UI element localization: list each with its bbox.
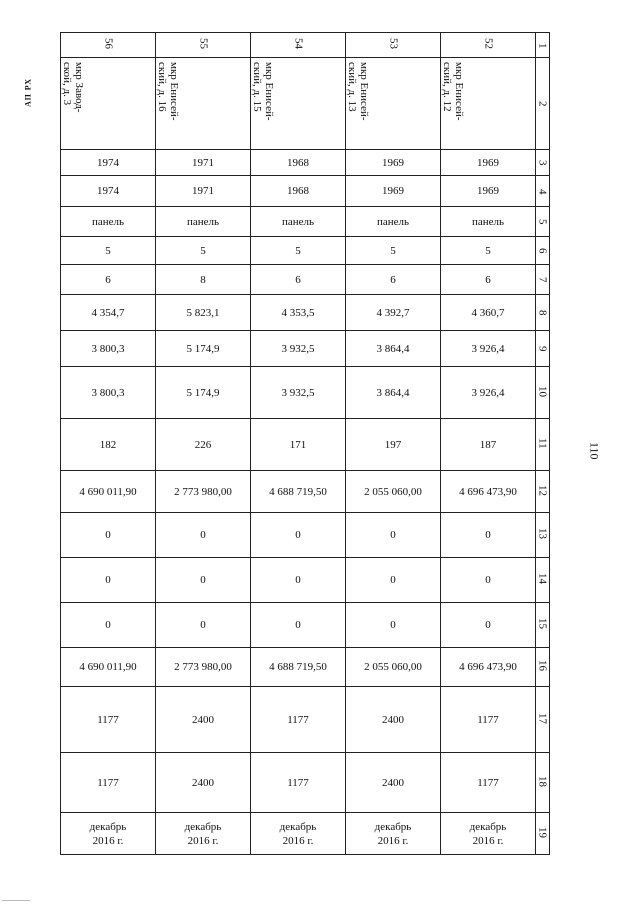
record-2-c17: 1177 [251,687,346,753]
record-2-c10: 3 932,5 [251,367,346,419]
record-4-c7: 6 [441,265,536,295]
record-1-c15: 0 [156,603,251,648]
record-1-c19: декабрь 2016 г. [156,813,251,855]
column-index: 14 [536,558,550,603]
record-2-c4: 1968 [251,176,346,207]
record-1-c8: 5 823,1 [156,295,251,331]
record-1-c18: 2400 [156,753,251,813]
record-2-c19: декабрь 2016 г. [251,813,346,855]
record-2-address: мкр Енисей- ский, д. 15 [251,58,346,150]
record-0-c15: 0 [61,603,156,648]
record-0-c16: 4 690 011,90 [61,648,156,687]
record-3-c14: 0 [346,558,441,603]
record-0-c10: 3 800,3 [61,367,156,419]
record-1-c11: 226 [156,419,251,471]
record-2-c15: 0 [251,603,346,648]
record-0-c12: 4 690 011,90 [61,471,156,513]
column-index: 1 [536,33,550,58]
record-2-c12: 4 688 719,50 [251,471,346,513]
record-0-c19: декабрь 2016 г. [61,813,156,855]
record-0-c8: 4 354,7 [61,295,156,331]
record-4-c4: 1969 [441,176,536,207]
column-index: 8 [536,295,550,331]
column-index: 7 [536,265,550,295]
column-index: 3 [536,150,550,176]
record-2-num: 54 [251,33,346,58]
record-1-c5: панель [156,207,251,237]
record-3-c13: 0 [346,513,441,558]
record-2-c3: 1968 [251,150,346,176]
record-4-c3: 1969 [441,150,536,176]
row-19 [61,813,550,855]
row-16 [61,648,550,687]
record-2-c6: 5 [251,237,346,265]
row-7 [61,265,550,295]
column-index: 13 [536,513,550,558]
record-0-address: мкр Завод- ской, д. 3 [61,58,156,150]
record-1-c9: 5 174,9 [156,331,251,367]
record-1-num: 55 [156,33,251,58]
record-4-num: 52 [441,33,536,58]
row-9 [61,331,550,367]
record-2-c18: 1177 [251,753,346,813]
page-edge-rule [2,900,30,901]
record-4-c13: 0 [441,513,536,558]
column-index: 9 [536,331,550,367]
column-index: 16 [536,648,550,687]
column-index: 17 [536,687,550,753]
record-3-c5: панель [346,207,441,237]
row-4 [61,176,550,207]
record-0-num: 56 [61,33,156,58]
record-4-c18: 1177 [441,753,536,813]
row-10 [61,367,550,419]
record-2-c11: 171 [251,419,346,471]
row-1 [61,33,550,58]
record-1-c6: 5 [156,237,251,265]
record-3-c4: 1969 [346,176,441,207]
record-3-c18: 2400 [346,753,441,813]
record-0-c4: 1974 [61,176,156,207]
record-0-c7: 6 [61,265,156,295]
record-2-c14: 0 [251,558,346,603]
record-4-c14: 0 [441,558,536,603]
row-3 [61,150,550,176]
column-index: 11 [536,419,550,471]
record-1-c16: 2 773 980,00 [156,648,251,687]
record-3-c11: 197 [346,419,441,471]
record-1-c14: 0 [156,558,251,603]
record-4-c5: панель [441,207,536,237]
row-17 [61,687,550,753]
record-0-c14: 0 [61,558,156,603]
record-4-c12: 4 696 473,90 [441,471,536,513]
row-13 [61,513,550,558]
record-1-address: мкр Енисей- ский, д. 16 [156,58,251,150]
record-2-c9: 3 932,5 [251,331,346,367]
record-3-c3: 1969 [346,150,441,176]
record-0-c11: 182 [61,419,156,471]
record-3-c7: 6 [346,265,441,295]
record-0-c5: панель [61,207,156,237]
row-11 [61,419,550,471]
record-1-c7: 8 [156,265,251,295]
row-18 [61,753,550,813]
record-1-c3: 1971 [156,150,251,176]
record-2-c8: 4 353,5 [251,295,346,331]
column-index: 6 [536,237,550,265]
page-number: 110 [587,442,602,460]
row-15 [61,603,550,648]
record-2-c16: 4 688 719,50 [251,648,346,687]
record-3-c19: декабрь 2016 г. [346,813,441,855]
record-3-c16: 2 055 060,00 [346,648,441,687]
record-0-c17: 1177 [61,687,156,753]
row-5 [61,207,550,237]
record-1-c4: 1971 [156,176,251,207]
column-index: 19 [536,813,550,855]
row-6 [61,237,550,265]
record-4-c11: 187 [441,419,536,471]
record-3-c17: 2400 [346,687,441,753]
record-4-address: мкр Енисей- ский, д. 12 [441,58,536,150]
column-index: 10 [536,367,550,419]
row-14 [61,558,550,603]
record-3-c10: 3 864,4 [346,367,441,419]
record-4-c6: 5 [441,237,536,265]
record-3-c6: 5 [346,237,441,265]
row-12 [61,471,550,513]
column-index: 5 [536,207,550,237]
record-0-c18: 1177 [61,753,156,813]
record-4-c17: 1177 [441,687,536,753]
record-0-c3: 1974 [61,150,156,176]
column-index: 12 [536,471,550,513]
record-3-num: 53 [346,33,441,58]
column-index: 15 [536,603,550,648]
record-1-c12: 2 773 980,00 [156,471,251,513]
record-0-c6: 5 [61,237,156,265]
record-4-c19: декабрь 2016 г. [441,813,536,855]
row-2 [61,58,550,150]
record-4-c8: 4 360,7 [441,295,536,331]
archive-stamp-label: АП РХ [23,77,33,107]
record-1-c10: 5 174,9 [156,367,251,419]
column-index: 18 [536,753,550,813]
column-index: 4 [536,176,550,207]
record-0-c9: 3 800,3 [61,331,156,367]
record-4-c16: 4 696 473,90 [441,648,536,687]
column-index: 2 [536,58,550,150]
record-1-c17: 2400 [156,687,251,753]
row-8 [61,295,550,331]
record-4-c15: 0 [441,603,536,648]
record-3-c9: 3 864,4 [346,331,441,367]
record-4-c10: 3 926,4 [441,367,536,419]
record-2-c7: 6 [251,265,346,295]
record-1-c13: 0 [156,513,251,558]
record-2-c13: 0 [251,513,346,558]
record-3-address: мкр Енисей- ский, д. 13 [346,58,441,150]
record-0-c13: 0 [61,513,156,558]
record-3-c15: 0 [346,603,441,648]
buildings-table [60,32,550,855]
record-2-c5: панель [251,207,346,237]
record-3-c12: 2 055 060,00 [346,471,441,513]
record-4-c9: 3 926,4 [441,331,536,367]
record-3-c8: 4 392,7 [346,295,441,331]
